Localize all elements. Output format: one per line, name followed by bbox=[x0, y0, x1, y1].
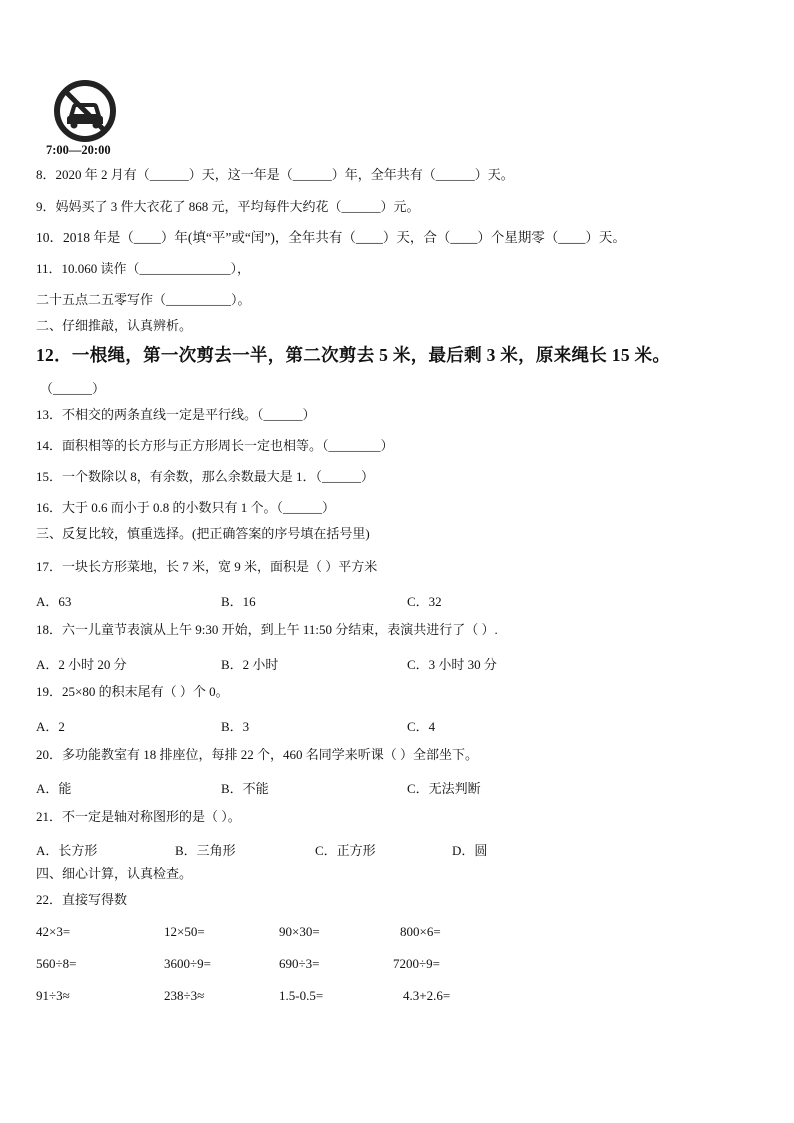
question-21: 21．不一定是轴对称图形的是（ ）。 bbox=[36, 809, 241, 824]
calc-item: 1.5-0.5= bbox=[279, 988, 324, 1003]
calc-item: 91÷3≈ bbox=[36, 988, 70, 1003]
q19-option-b: B．3 bbox=[221, 719, 250, 734]
question-16: 16．大于 0.6 而小于 0.8 的小数只有 1 个。（______） bbox=[36, 500, 336, 515]
no-cars-icon bbox=[52, 78, 118, 144]
section-2-heading: 二、仔细推敲，认真辨析。 bbox=[36, 318, 193, 333]
calc-item: 7200÷9= bbox=[393, 956, 440, 971]
q17-option-b: B．16 bbox=[221, 594, 256, 609]
question-9: 9．妈妈买了 3 件大衣花了 868 元，平均每件大约花（______）元。 bbox=[36, 199, 420, 214]
question-13: 13．不相交的两条直线一定是平行线。（______） bbox=[36, 407, 316, 422]
sign-time-caption: 7:00—20:00 bbox=[46, 143, 111, 157]
question-12: 12．一根绳，第一次剪去一半，第二次剪去 5 米，最后剩 3 米，原来绳长 15 米。 bbox=[36, 345, 671, 365]
q18-option-b: B．2 小时 bbox=[221, 657, 279, 672]
q18-option-a: A．2 小时 20 分 bbox=[36, 657, 127, 672]
question-10: 10．2018 年是（____）年(填“平”或“闰”)，全年共有（____）天，合（____）个星期零（____）天。 bbox=[36, 230, 626, 245]
calc-item: 3600÷9= bbox=[164, 956, 211, 971]
question-17: 17．一块长方形菜地，长 7 米，宽 9 米，面积是（ ）平方米 bbox=[36, 559, 378, 574]
question-18: 18．六一儿童节表演从上午 9:30 开始，到上午 11:50 分结束，表演共进行了（ ）. bbox=[36, 622, 498, 637]
q21-option-d: D．圆 bbox=[452, 843, 488, 858]
calc-item: 42×3= bbox=[36, 924, 71, 939]
question-11-b: 二十五点二五零写作（__________）。 bbox=[36, 292, 251, 307]
calc-item: 12×50= bbox=[164, 924, 205, 939]
question-12-answer: （______） bbox=[40, 381, 106, 396]
q20-option-c: C．无法判断 bbox=[407, 781, 481, 796]
section-4-heading: 四、细心计算，认真检查。 bbox=[36, 866, 193, 881]
calc-item: 560÷8= bbox=[36, 956, 77, 971]
question-11-a: 11．10.060 读作（______________）， bbox=[36, 261, 251, 276]
calc-item: 238÷3≈ bbox=[164, 988, 205, 1003]
question-19: 19．25×80 的积末尾有（ ）个 0。 bbox=[36, 684, 229, 699]
q21-option-b: B．三角形 bbox=[175, 843, 236, 858]
q17-option-a: A．63 bbox=[36, 594, 72, 609]
q21-option-a: A．长方形 bbox=[36, 843, 98, 858]
section-3-heading: 三、反复比较，慎重选择。(把正确答案的序号填在括号里) bbox=[36, 526, 370, 541]
q20-option-b: B．不能 bbox=[221, 781, 269, 796]
q19-option-a: A．2 bbox=[36, 719, 65, 734]
q18-option-c: C．3 小时 30 分 bbox=[407, 657, 497, 672]
question-20: 20．多功能教室有 18 排座位，每排 22 个，460 名同学来听课（ ）全部坐下。 bbox=[36, 747, 479, 762]
question-15: 15．一个数除以 8，有余数，那么余数最大是 1．（______） bbox=[36, 469, 375, 484]
question-22: 22．直接写得数 bbox=[36, 892, 128, 907]
calc-item: 690÷3= bbox=[279, 956, 320, 971]
calc-item: 800×6= bbox=[400, 924, 441, 939]
q19-option-c: C．4 bbox=[407, 719, 436, 734]
calc-item: 90×30= bbox=[279, 924, 320, 939]
calc-item: 4.3+2.6= bbox=[403, 988, 451, 1003]
q17-option-c: C．32 bbox=[407, 594, 442, 609]
question-14: 14．面积相等的长方形与正方形周长一定也相等。（________） bbox=[36, 438, 394, 453]
q21-option-c: C．正方形 bbox=[315, 843, 376, 858]
question-8: 8．2020 年 2 月有（______）天，这一年是（______）年，全年共有（______）天。 bbox=[36, 167, 514, 182]
q20-option-a: A．能 bbox=[36, 781, 72, 796]
